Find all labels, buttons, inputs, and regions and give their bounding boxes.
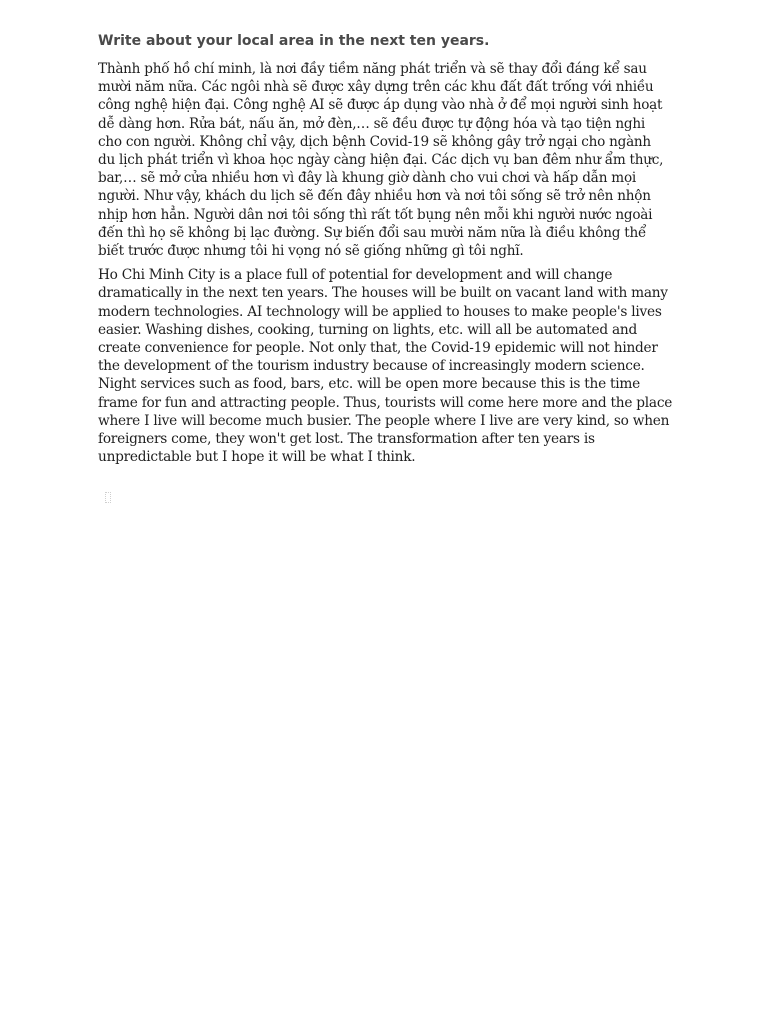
paragraph-line: người. Như vậy, khách du lịch sẽ đến đây nhiều hơn và nơi tôi sống sẽ trở nên nhộn: [98, 188, 651, 205]
paragraph-line: bar,… sẽ mở cửa nhiều hơn vì đây là khung giờ dành cho vui chơi và hấp dẫn mọi: [98, 170, 636, 187]
paragraph-line: the development of the tourism industry because of increasingly modern science.: [98, 358, 645, 375]
paragraph-line: công nghệ hiện đại. Công nghệ AI sẽ được áp dụng vào nhà ở để mọi người sinh hoạt: [98, 97, 663, 114]
paragraph-line: frame for fun and attracting people. Thus, tourists will come here more and the place: [98, 394, 673, 411]
placeholder-glyph-icon: [105, 492, 111, 503]
paragraph-line: cho con người. Không chỉ vậy, dịch bệnh Covid-19 sẽ không gây trở ngại cho ngành: [98, 133, 651, 150]
document-title: Write about your local area in the next ten years.: [98, 33, 490, 49]
paragraph-line: Thành phố hồ chí minh, là nơi đầy tiềm năng phát triển và sẽ thay đổi đáng kể sau: [98, 61, 647, 77]
english-paragraph: [98, 266, 678, 466]
paragraph-line: unpredictable but I hope it will be what I think.: [98, 449, 416, 466]
paragraph-line: dễ dàng hơn. Rửa bát, nấu ăn, mở đèn,… sẽ đều được tự động hóa và tạo tiện nghi: [98, 115, 645, 132]
paragraph-line: foreigners come, they won't get lost. The transformation after ten years is: [98, 431, 595, 448]
paragraph-line: nhịp hơn hẳn. Người dân nơi tôi sống thì rất tốt bụng nên mỗi khi người nước ngoài: [98, 206, 653, 223]
paragraph-line: du lịch phát triển vì khoa học ngày càng hiện đại. Các dịch vụ ban đêm như ẩm thực,: [98, 152, 664, 169]
document-page: [98, 30, 678, 472]
paragraph-line: create convenience for people. Not only that, the Covid-19 epidemic will not hinder: [98, 340, 658, 357]
paragraph-line: modern technologies. AI technology will be applied to houses to make people's lives: [98, 303, 662, 320]
paragraph-line: mười năm nữa. Các ngôi nhà sẽ được xây dựng trên các khu đất đất trống với nhiều: [98, 79, 654, 96]
paragraph-line: biết trước được nhưng tôi hi vọng nó sẽ giống những gì tôi nghĩ.: [98, 243, 524, 260]
paragraph-line: dramatically in the next ten years. The houses will be built on vacant land with many: [98, 285, 668, 302]
paragraph-line: đến thì họ sẽ không bị lạc đường. Sự biến đổi sau mười năm nữa là điều không thể: [98, 224, 647, 241]
paragraph-line: Ho Chi Minh City is a place full of potential for development and will change: [98, 267, 613, 284]
vietnamese-paragraph: [98, 60, 678, 260]
paragraph-line: Night services such as food, bars, etc. will be open more because this is the time: [98, 376, 640, 393]
paragraph-line: easier. Washing dishes, cooking, turning on lights, etc. will all be automated and: [98, 321, 637, 338]
paragraph-line: where I live will become much busier. The people where I live are very kind, so when: [98, 412, 670, 429]
